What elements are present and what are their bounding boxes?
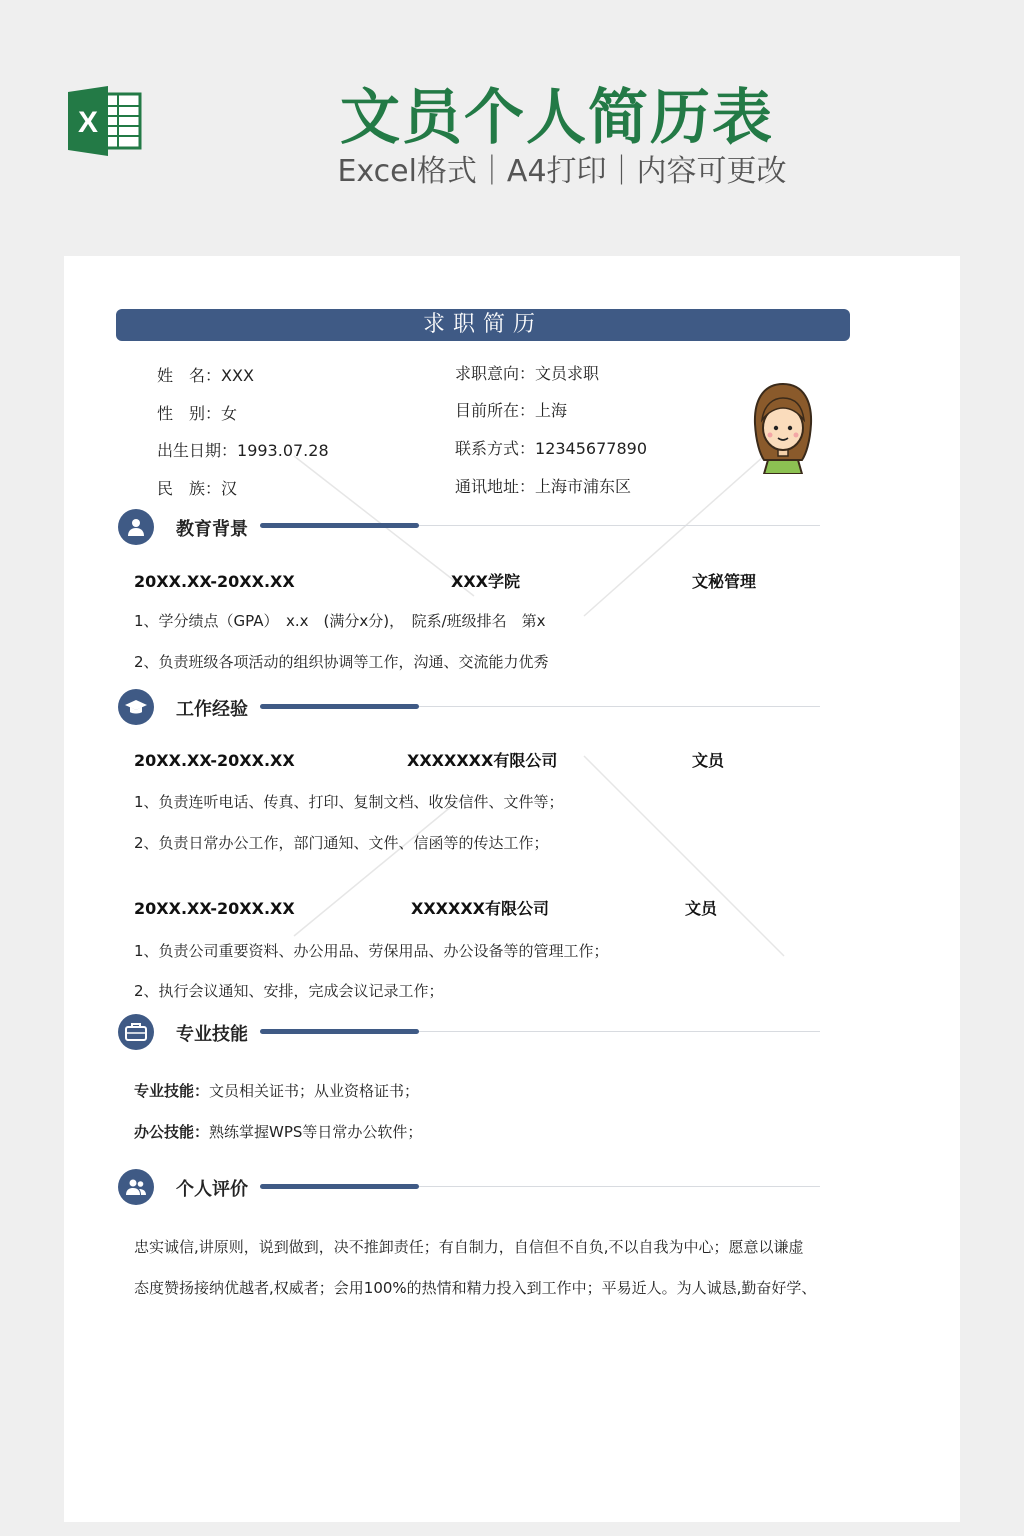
info-gender: 性 别：女 [157,404,238,423]
job-position: 文员 [692,751,725,770]
evaluation-line: 忠实诚信,讲原则，说到做到，决不推卸责任；有自制力，自信但不自负,不以自我为中心；愿意以谦虚 [134,1238,804,1256]
section-accent-bar [260,1029,419,1034]
section-accent-bar [260,704,419,709]
section-accent-bar [260,1184,419,1189]
education-item: 1、学分绩点（GPA） x.x (满分x分)， 院系/班级排名 第x [134,612,546,630]
info-location: 目前所在：上海 [455,401,568,420]
skills-section-icon [118,1014,154,1050]
info-birthdate: 出生日期：1993.07.28 [157,441,329,460]
job-position: 文员 [685,899,718,918]
education-item: 2、负责班级各项活动的组织协调等工作，沟通、交流能力优秀 [134,653,549,671]
info-name: 姓 名：XXX [157,366,254,385]
education-school: XXX学院 [451,572,521,591]
skills-title: 专业技能 [176,1024,248,1045]
svg-text:X: X [77,106,99,139]
job-item: 1、负责连听电话、传真、打印、复制文档、收发信件、文件等； [134,793,564,811]
education-title: 教育背景 [176,519,248,540]
job-period: 20XX.XX-20XX.XX [134,899,295,918]
page-title: 文员个人简历表 [340,83,774,153]
info-address: 通讯地址：上海市浦东区 [455,477,632,496]
job-company: XXXXXXX有限公司 [407,751,558,770]
avatar-illustration [750,380,816,474]
info-phone: 联系方式：12345677890 [455,439,647,458]
briefcase-icon [125,1022,147,1042]
education-period: 20XX.XX-20XX.XX [134,572,295,591]
info-ethnicity: 民 族：汉 [157,479,238,498]
resume-banner: 求职简历 [116,309,850,341]
group-icon [125,1178,147,1196]
skill-item: 办公技能：熟练掌握WPS等日常办公软件； [134,1123,423,1141]
graduation-cap-icon [124,697,148,717]
education-major: 文秘管理 [692,572,757,591]
evaluation-section-icon [118,1169,154,1205]
evaluation-title: 个人评价 [176,1179,248,1200]
page-subtitle: Excel格式｜A4打印｜内容可更改 [337,154,787,189]
resume-sheet [64,256,960,1522]
job-item: 2、执行会议通知、安排，完成会议记录工作； [134,982,444,1000]
section-accent-bar [260,523,419,528]
evaluation-line: 态度赞扬接纳优越者,权威者；会用100%的热情和精力投入到工作中；平易近人。为人诚恳,勤奋好学、 [134,1279,817,1297]
job-period: 20XX.XX-20XX.XX [134,751,295,770]
info-job-intention: 求职意向：文员求职 [455,364,600,383]
user-icon [126,517,146,537]
job-item: 2、负责日常办公工作，部门通知、文件、信函等的传达工作； [134,834,549,852]
job-item: 1、负责公司重要资料、办公用品、劳保用品、办公设备等的管理工作； [134,942,609,960]
job-company: XXXXXX有限公司 [411,899,550,918]
work-title: 工作经验 [176,699,248,720]
work-section-icon [118,689,154,725]
education-section-icon [118,509,154,545]
skill-item: 专业技能：文员相关证书；从业资格证书； [134,1082,420,1100]
